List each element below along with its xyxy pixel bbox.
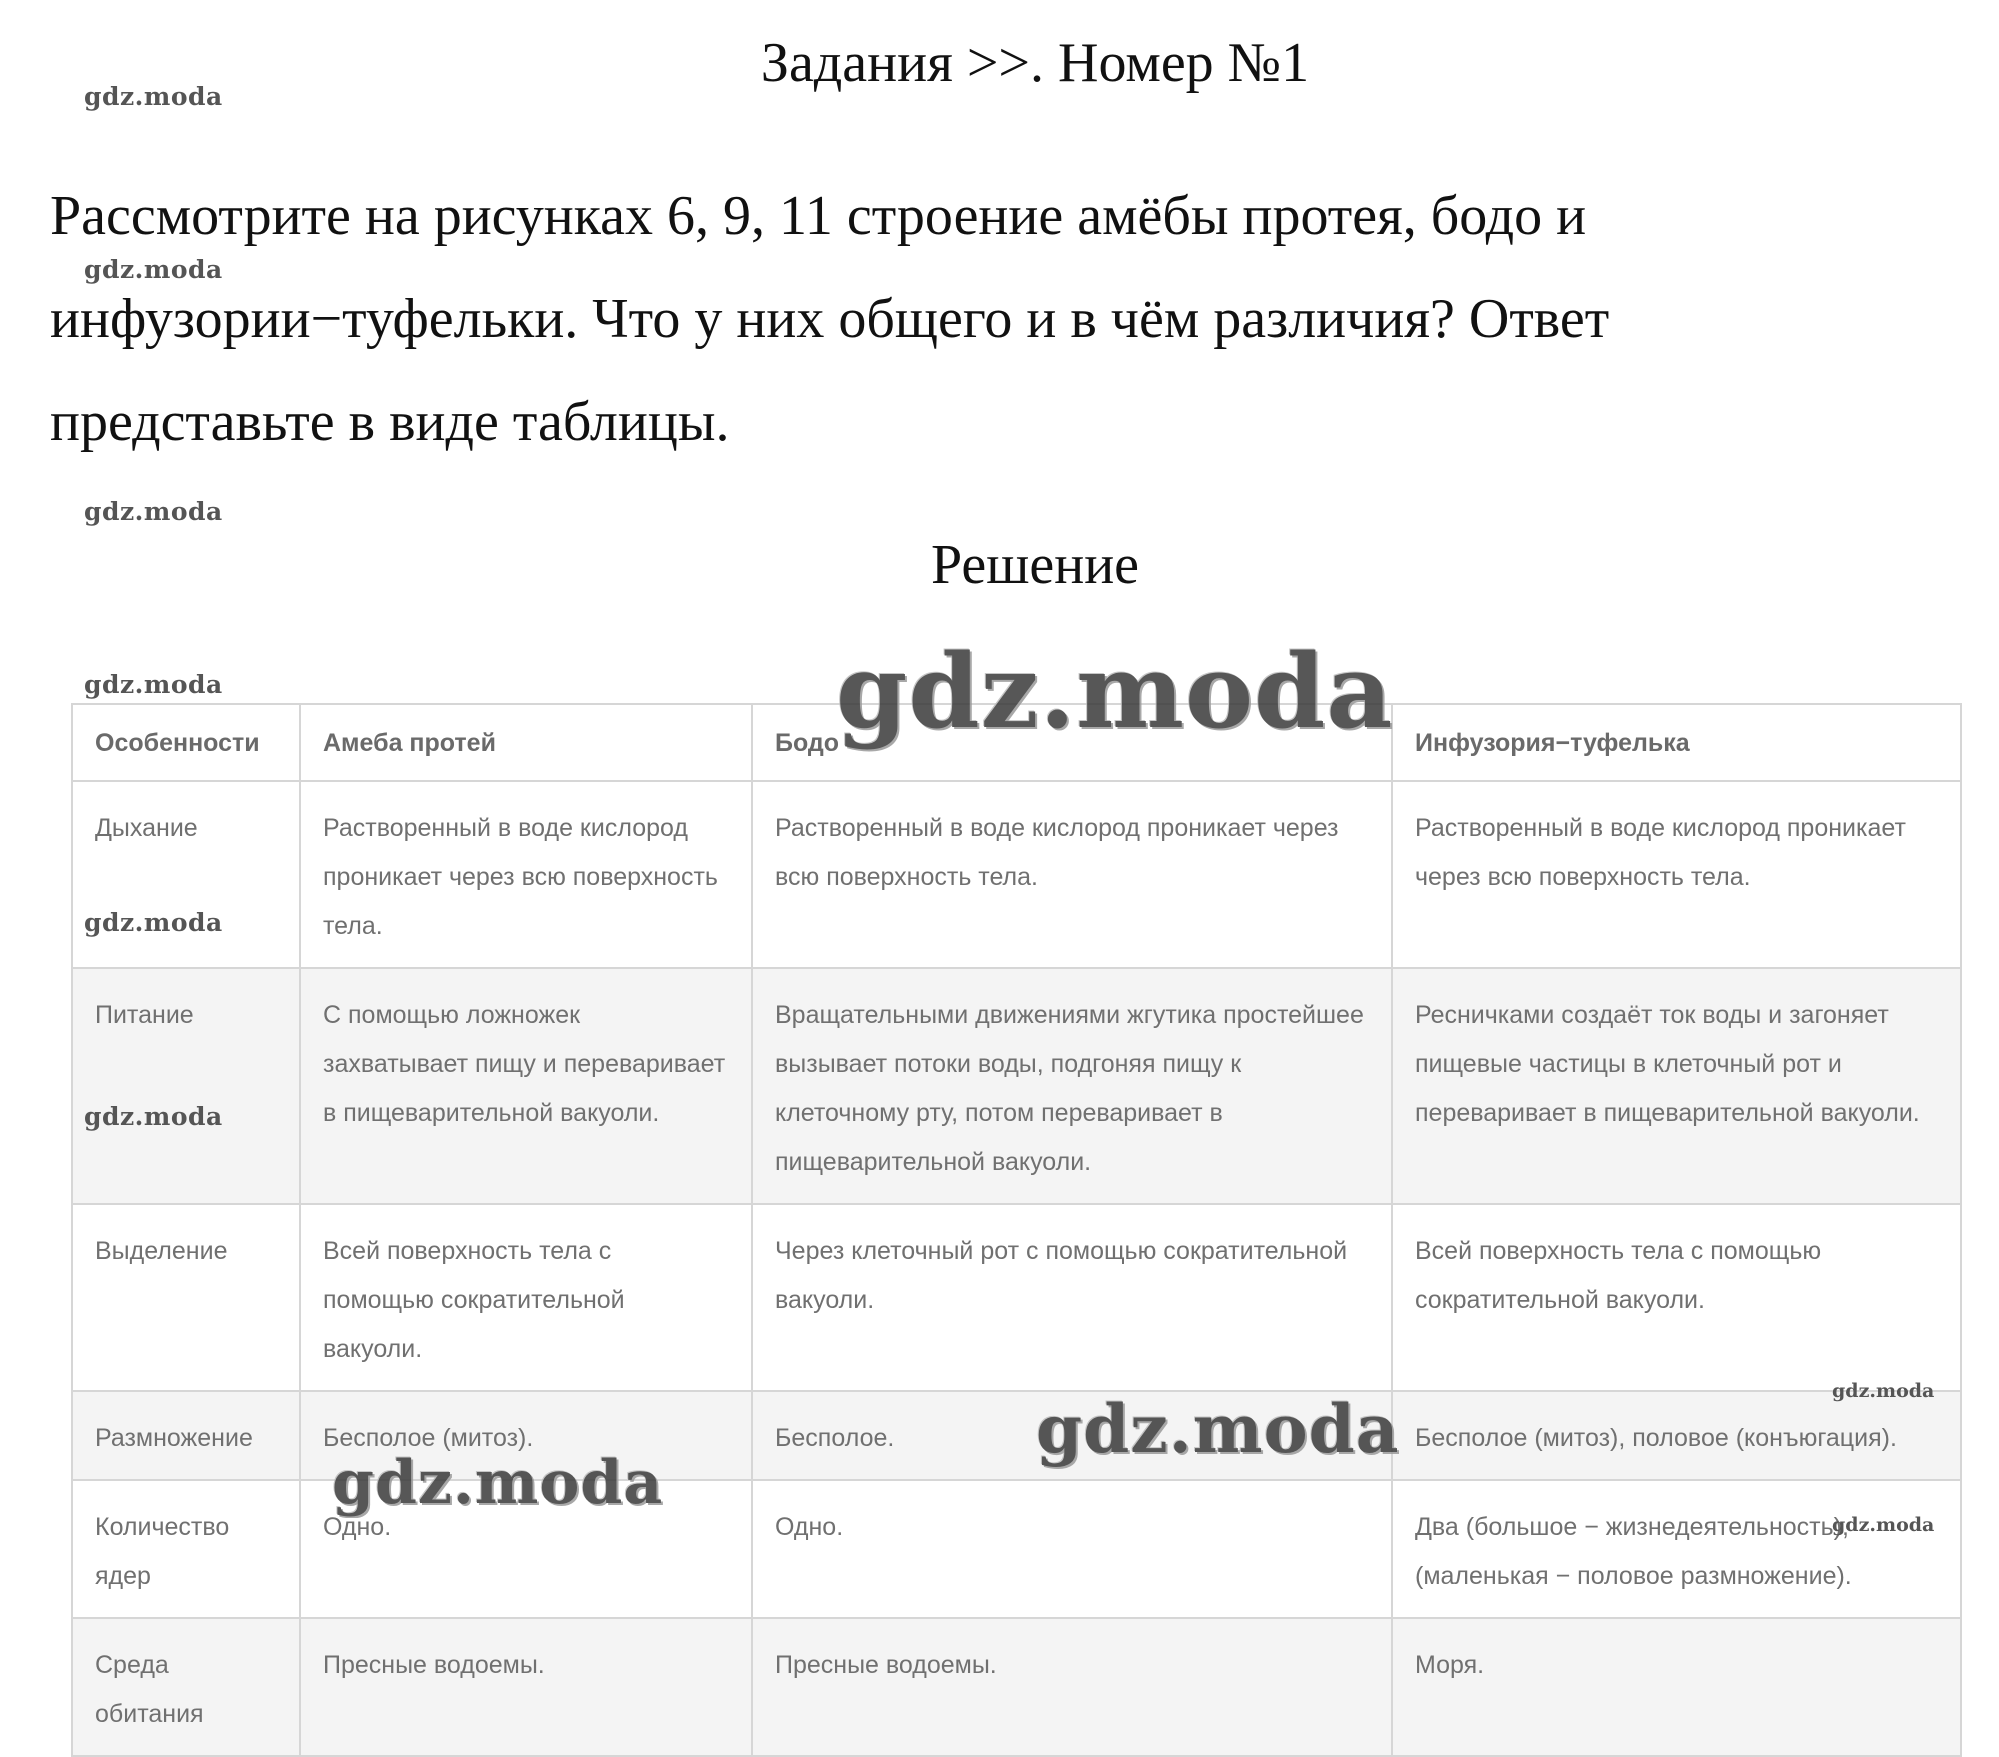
solution-heading: Решение [930,534,1140,596]
table-cell: Растворенный в воде кислород проникает через всю поверхность тела. [752,781,1392,968]
table-cell: Пресные водоемы. [752,1618,1392,1756]
table-cell: С помощью ложножек захватывает пищу и переваривает в пищеварительной вакуоли. [300,968,752,1204]
table-cell: Бесполое. [752,1391,1392,1480]
table-cell: Пресные водоемы. [300,1618,752,1756]
watermark: gdz.moda [84,670,223,699]
table-cell: Через клеточный рот с помощью сократительной вакуоли. [752,1204,1392,1391]
question-text: Рассмотрите на рисунках 6, 9, 11 строение амёбы протея, бодо и инфузории−туфельки. Что у них общего и в чём различия? Ответ представьте в виде таблицы. [50,185,1610,453]
watermark-large: gdz.moda [1036,1390,1400,1468]
watermark: gdz.moda [1832,1514,1935,1536]
watermark: gdz.moda [84,908,223,937]
table-row [72,1618,1961,1756]
table-cell-feature: Количество ядер [72,1480,300,1618]
table-cell: Ресничками создаёт ток воды и загоняет пищевые частицы в клеточный рот и переваривает в пищеварительной вакуоли. [1392,968,1961,1204]
watermark: gdz.moda [84,497,223,526]
table-cell: Всей поверхность тела с помощью сократительной вакуоли. [1392,1204,1961,1391]
watermark-large: gdz.moda [332,1448,664,1518]
table-cell-feature: Дыхание [72,781,300,968]
watermark: gdz.moda [84,1102,223,1131]
comparison-table [71,703,1962,1757]
table-cell: Два (большое − жизнедеятельность), (маленькая − половое размножение). [1392,1480,1961,1618]
table-row [72,968,1961,1204]
table-cell: Одно. [752,1480,1392,1618]
table-row [72,781,1961,968]
table-cell-feature: Питание [72,968,300,1204]
table-header-cell: Особенности [72,704,300,781]
table-header-cell: Инфузория−туфелька [1392,704,1961,781]
table-cell: Всей поверхность тела с помощью сократительной вакуоли. [300,1204,752,1391]
watermark: gdz.moda [84,82,223,111]
table-cell: Одно. [300,1480,752,1618]
table-cell-feature: Выделение [72,1204,300,1391]
page-title: Задания >>. Номер №1 [760,32,1310,94]
table-cell: Бесполое (митоз). [300,1391,752,1480]
table-cell-feature: Среда обитания [72,1618,300,1756]
table-row [72,1204,1961,1391]
table-cell: Вращательными движениями жгутика простейшее вызывает потоки воды, подгоняя пищу к клеточному рту, потом переваривает в пищеварительной вакуоли. [752,968,1392,1204]
watermark-large: gdz.moda [836,632,1394,752]
table-cell: Растворенный в воде кислород проникает через всю поверхность тела. [1392,781,1961,968]
table-cell-feature: Размножение [72,1391,300,1480]
table-header-cell: Амеба протей [300,704,752,781]
table-cell: Растворенный в воде кислород проникает через всю поверхность тела. [300,781,752,968]
watermark: gdz.moda [1832,1380,1935,1402]
watermark: gdz.moda [84,255,223,284]
table-header-cell: Бодо [752,704,1392,781]
table-cell: Бесполое (митоз), половое (конъюгация). [1392,1391,1961,1480]
table-cell: Моря. [1392,1618,1961,1756]
